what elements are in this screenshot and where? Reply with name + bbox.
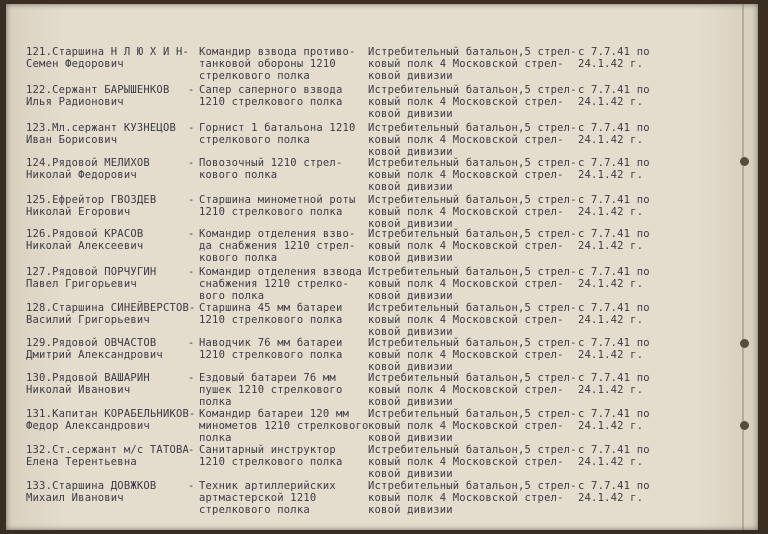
service-dates-line: с 7.7.41 по — [578, 372, 650, 384]
unit-line: Истребительный батальон,5 стрел- — [368, 444, 577, 456]
person-name-line: 131.Капитан КОРАБЕЛЬНИКОВ- — [26, 408, 196, 420]
position-line: Техник артиллерийских — [199, 480, 336, 492]
unit-line: Истребительный батальон,5 стрел- — [368, 157, 577, 169]
position — [199, 266, 369, 302]
list-item — [6, 337, 758, 371]
unit-line: ковый полк 4 Московской стрел- — [368, 278, 564, 290]
person-name-line: Николай Иванович — [26, 384, 131, 396]
service-dates-line: с 7.7.41 по — [578, 480, 650, 492]
unit — [368, 302, 578, 338]
unit-line: Истребительный батальон,5 стрел- — [368, 84, 577, 96]
position-line: стрелкового полка — [199, 504, 310, 516]
unit — [368, 444, 578, 480]
person-name-line: 128.Старшина СИНЕЙВЕРСТОВ- — [26, 302, 196, 314]
position — [199, 84, 369, 108]
dash-line: - — [188, 194, 195, 206]
position-line: 1210 стрелкового полка — [199, 349, 343, 361]
dash-line: - — [188, 157, 195, 169]
position-line: минометов 1210 стрелкового — [199, 420, 369, 432]
position-line: танковой обороны 1210 — [199, 58, 336, 70]
person-name-line: Федор Александрович — [26, 420, 150, 432]
person-name-line: 122.Сержант БАРЫШЕНКОВ — [26, 84, 170, 96]
person-name-line: Елена Терентьевна — [26, 456, 137, 468]
person-name-line: 129.Рядовой ОВЧАСТОВ — [26, 337, 157, 349]
service-dates-line: 24.1.42 г. — [578, 96, 644, 108]
unit-line: ковый полк 4 Московской стрел- — [368, 169, 564, 181]
dash-line: - — [188, 480, 195, 492]
position-line: Старшина минометной роты — [199, 194, 356, 206]
person-name-line: Дмитрий Александрович — [26, 349, 163, 361]
position-line: Командир взвода противо- — [199, 46, 356, 58]
service-dates-line: 24.1.42 г. — [578, 58, 644, 70]
person-name — [26, 337, 188, 361]
dash — [188, 122, 198, 134]
unit — [368, 46, 578, 82]
unit-line: Истребительный батальон,5 стрел- — [368, 194, 577, 206]
position-line: пушек 1210 стрелкового — [199, 384, 343, 396]
unit-line: ковой дивизии — [368, 361, 453, 373]
service-dates-line: 24.1.42 г. — [578, 278, 644, 290]
list-item — [6, 228, 758, 262]
unit — [368, 372, 578, 408]
service-dates — [578, 408, 678, 432]
unit-line: ковый полк 4 Московской стрел- — [368, 420, 564, 432]
position — [199, 337, 369, 361]
service-dates-line: с 7.7.41 по — [578, 408, 650, 420]
service-dates-line: с 7.7.41 по — [578, 157, 650, 169]
unit-line: Истребительный батальон,5 стрел- — [368, 372, 577, 384]
person-name — [26, 480, 188, 504]
person-name-line: Николай Федорович — [26, 169, 137, 181]
person-name-line: Василий Григорьевич — [26, 314, 150, 326]
unit-line: Истребительный батальон,5 стрел- — [368, 480, 577, 492]
person-name-line: 121.Старшина Н Л Ю Х И Н- — [26, 46, 190, 58]
list-item — [6, 266, 758, 300]
person-name — [26, 228, 188, 252]
position-line: Командир батареи 120 мм — [199, 408, 349, 420]
unit-line: ковый полк 4 Московской стрел- — [368, 314, 564, 326]
service-dates-line: 24.1.42 г. — [578, 169, 644, 181]
service-dates — [578, 157, 678, 181]
unit-line: Истребительный батальон,5 стрел- — [368, 302, 577, 314]
service-dates-line: 24.1.42 г. — [578, 492, 644, 504]
punch-hole — [740, 157, 749, 166]
service-dates-line: 24.1.42 г. — [578, 420, 644, 432]
list-item — [6, 480, 758, 514]
position-line: кового полка — [199, 169, 278, 181]
service-dates — [578, 84, 678, 108]
position-line: вого полка — [199, 290, 265, 302]
dash-line: - — [188, 228, 195, 240]
service-dates — [578, 46, 678, 70]
unit-line: ковый полк 4 Московской стрел- — [368, 240, 564, 252]
unit-line: ковой дивизии — [368, 70, 453, 82]
position-line: Горнист 1 батальона 1210 — [199, 122, 356, 134]
position-line: Сапер саперного взвода — [199, 84, 343, 96]
dash-line: - — [188, 337, 195, 349]
position — [199, 194, 369, 218]
service-dates-line: с 7.7.41 по — [578, 194, 650, 206]
service-dates-line: с 7.7.41 по — [578, 46, 650, 58]
unit — [368, 122, 578, 158]
dash-line: - — [188, 444, 195, 456]
person-name-line: 124.Рядовой МЕЛИХОВ — [26, 157, 150, 169]
person-name-line: Семен Федорович — [26, 58, 124, 70]
service-dates-line: 24.1.42 г. — [578, 206, 644, 218]
person-name-line: Илья Радионович — [26, 96, 124, 108]
service-dates-line: с 7.7.41 по — [578, 302, 650, 314]
person-name-line: 125.Ефрейтор ГВОЗДЕВ — [26, 194, 157, 206]
list-item — [6, 302, 758, 336]
person-name-line: Павел Григорьевич — [26, 278, 137, 290]
list-item — [6, 444, 758, 478]
unit-line: Истребительный батальон,5 стрел- — [368, 122, 577, 134]
unit-line: ковой дивизии — [368, 432, 453, 444]
position — [199, 408, 369, 444]
person-name-line: 133.Старшина ДОВЖКОВ — [26, 480, 157, 492]
person-name — [26, 444, 188, 468]
service-dates-line: 24.1.42 г. — [578, 456, 644, 468]
unit-line: ковый полк 4 Московской стрел- — [368, 206, 564, 218]
person-name-line: Иван Борисович — [26, 134, 118, 146]
list-item — [6, 157, 758, 191]
document-page — [6, 4, 758, 530]
unit — [368, 194, 578, 230]
position — [199, 444, 369, 468]
person-name-line: Николай Егорович — [26, 206, 131, 218]
unit-line: ковой дивизии — [368, 396, 453, 408]
dash — [188, 228, 198, 240]
list-item — [6, 46, 758, 80]
dash-line: - — [188, 122, 195, 134]
unit-line: Истребительный батальон,5 стрел- — [368, 266, 577, 278]
position-line: артмастерской 1210 — [199, 492, 317, 504]
service-dates — [578, 480, 678, 504]
position-line: стрелкового полка — [199, 70, 310, 82]
dash-line: - — [188, 372, 195, 384]
service-dates — [578, 444, 678, 468]
list-item — [6, 122, 758, 156]
unit — [368, 480, 578, 516]
person-name-line: 126.Рядовой КРАСОВ — [26, 228, 144, 240]
service-dates — [578, 228, 678, 252]
position — [199, 157, 369, 181]
unit — [368, 408, 578, 444]
service-dates-line: с 7.7.41 по — [578, 444, 650, 456]
unit-line: ковый полк 4 Московской стрел- — [368, 96, 564, 108]
person-name — [26, 302, 196, 326]
unit-line: ковый полк 4 Московской стрел- — [368, 384, 564, 396]
dash — [188, 266, 198, 278]
list-item — [6, 194, 758, 228]
position — [199, 122, 369, 146]
person-name — [26, 372, 188, 396]
unit-line: ковой дивизии — [368, 181, 453, 193]
person-name — [26, 46, 188, 70]
unit-line: Истребительный батальон,5 стрел- — [368, 408, 577, 420]
dash — [188, 194, 198, 206]
service-dates — [578, 372, 678, 396]
unit — [368, 266, 578, 302]
unit-line: ковой дивизии — [368, 326, 453, 338]
position-line: да снабжения 1210 стрел- — [199, 240, 356, 252]
position-line: Ездовый батареи 76 мм — [199, 372, 336, 384]
person-name — [26, 408, 196, 432]
position-line: Старшина 45 мм батареи — [199, 302, 343, 314]
service-dates-line: с 7.7.41 по — [578, 84, 650, 96]
position-line: 1210 стрелкового полка — [199, 96, 343, 108]
unit-line: ковой дивизии — [368, 146, 453, 158]
position — [199, 302, 369, 326]
position-line: 1210 стрелкового полка — [199, 314, 343, 326]
position-line: Санитарный инструктор — [199, 444, 336, 456]
person-name-line: Михаил Иванович — [26, 492, 124, 504]
position — [199, 46, 369, 82]
person-name — [26, 266, 188, 290]
position-line: Командир отделения взвода — [199, 266, 363, 278]
dash — [188, 84, 198, 96]
dash-line: - — [188, 84, 195, 96]
person-name-line: 127.Рядовой ПОРЧУГИН — [26, 266, 157, 278]
unit-line: ковый полк 4 Московской стрел- — [368, 456, 564, 468]
unit-line: ковый полк 4 Московской стрел- — [368, 349, 564, 361]
service-dates — [578, 337, 678, 361]
unit — [368, 84, 578, 120]
unit-line: ковой дивизии — [368, 108, 453, 120]
service-dates — [578, 302, 678, 326]
position-line: 1210 стрелкового полка — [199, 456, 343, 468]
position-line: кового полка — [199, 252, 278, 264]
position-line: Командир отделения взво- — [199, 228, 356, 240]
service-dates — [578, 266, 678, 290]
service-dates-line: с 7.7.41 по — [578, 122, 650, 134]
position — [199, 372, 369, 408]
dash — [188, 480, 198, 492]
position-line: Повозочный 1210 стрел- — [199, 157, 343, 169]
unit-line: ковой дивизии — [368, 252, 453, 264]
service-dates-line: 24.1.42 г. — [578, 134, 644, 146]
person-name — [26, 157, 188, 181]
punch-hole — [740, 339, 749, 348]
position — [199, 480, 369, 516]
person-name — [26, 194, 188, 218]
unit — [368, 157, 578, 193]
unit-line: Истребительный батальон,5 стрел- — [368, 46, 577, 58]
person-name — [26, 84, 188, 108]
dash — [188, 337, 198, 349]
unit-line: Истребительный батальон,5 стрел- — [368, 228, 577, 240]
unit-line: ковой дивизии — [368, 504, 453, 516]
position — [199, 228, 369, 264]
punch-hole — [740, 421, 749, 430]
unit-line: ковый полк 4 Московской стрел- — [368, 492, 564, 504]
unit — [368, 228, 578, 264]
service-dates-line: с 7.7.41 по — [578, 266, 650, 278]
person-name-line: 123.Мл.сержант КУЗНЕЦОВ — [26, 122, 176, 134]
list-item — [6, 372, 758, 406]
unit-line: Истребительный батальон,5 стрел- — [368, 337, 577, 349]
unit-line: ковой дивизии — [368, 468, 453, 480]
dash — [188, 157, 198, 169]
position-line: стрелкового полка — [199, 134, 310, 146]
position-line: полка — [199, 396, 232, 408]
unit-line: ковый полк 4 Московской стрел- — [368, 134, 564, 146]
dash-line: - — [188, 266, 195, 278]
unit-line: ковый полк 4 Московской стрел- — [368, 58, 564, 70]
service-dates-line: с 7.7.41 по — [578, 228, 650, 240]
service-dates — [578, 122, 678, 146]
service-dates — [578, 194, 678, 218]
unit-line: ковой дивизии — [368, 218, 453, 230]
position-line: Наводчик 76 мм батареи — [199, 337, 343, 349]
service-dates-line: 24.1.42 г. — [578, 349, 644, 361]
position-line: снабжения 1210 стрелко- — [199, 278, 349, 290]
service-dates-line: 24.1.42 г. — [578, 240, 644, 252]
person-name — [26, 122, 188, 146]
position-line: 1210 стрелкового полка — [199, 206, 343, 218]
person-name-line: 132.Ст.сержант м/с ТАТОВА — [26, 444, 190, 456]
person-name-line: Николай Алексеевич — [26, 240, 144, 252]
unit-line: ковой дивизии — [368, 290, 453, 302]
unit — [368, 337, 578, 373]
service-dates-line: 24.1.42 г. — [578, 384, 644, 396]
list-item — [6, 408, 758, 442]
list-item — [6, 84, 758, 118]
service-dates-line: 24.1.42 г. — [578, 314, 644, 326]
position-line: полка — [199, 432, 232, 444]
dash — [188, 444, 198, 456]
person-name-line: 130.Рядовой ВАШАРИН — [26, 372, 150, 384]
service-dates-line: с 7.7.41 по — [578, 337, 650, 349]
dash — [188, 372, 198, 384]
